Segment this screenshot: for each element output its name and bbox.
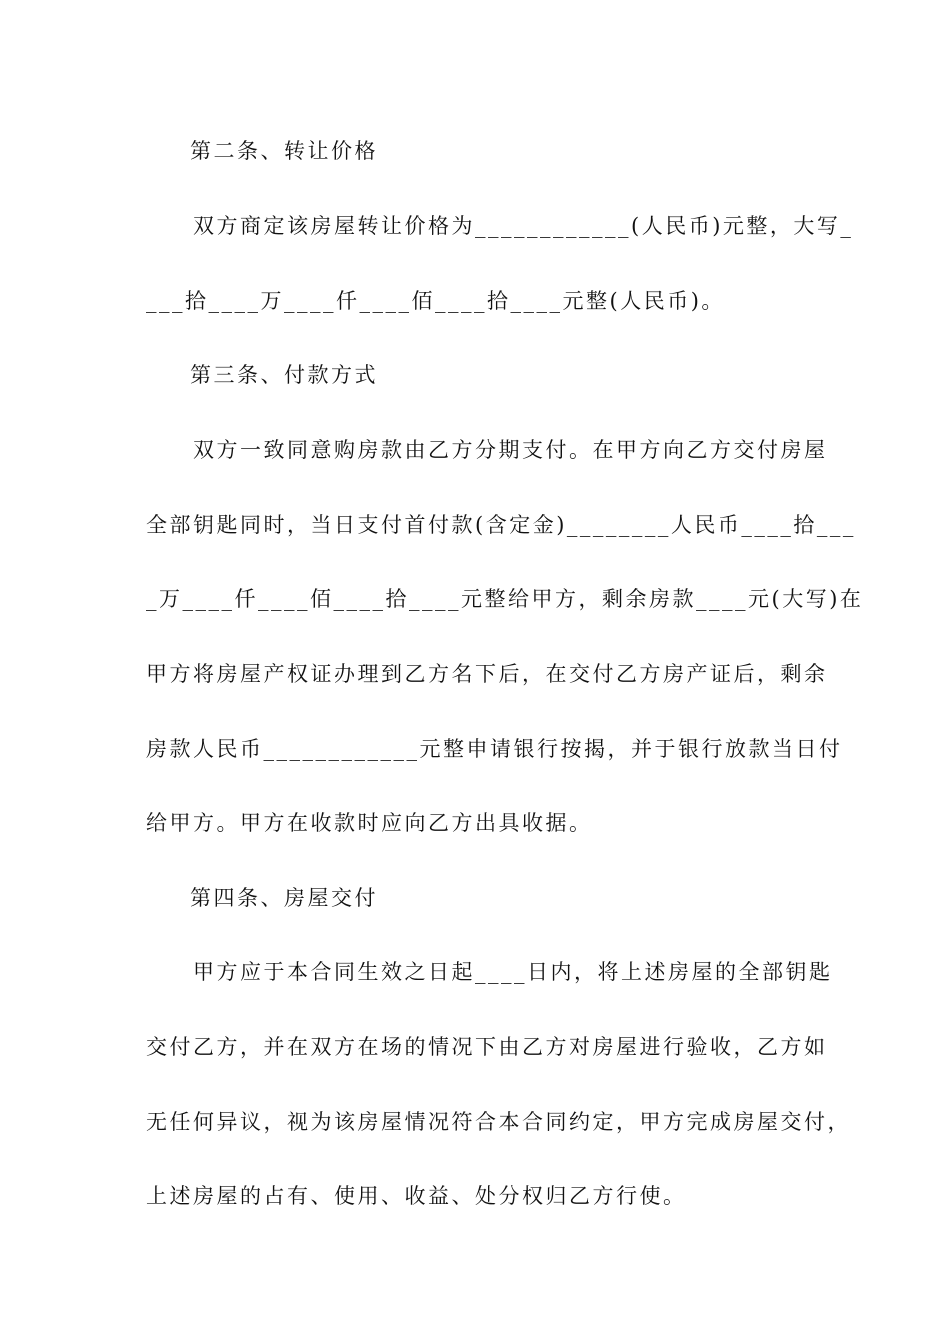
paragraph-line: 上述房屋的占有、使用、收益、处分权归乙方行使。 bbox=[146, 1184, 687, 1208]
paragraph-line: ___拾____万____仟____佰____拾____元整(人民币)。 bbox=[146, 289, 725, 313]
paragraph-line: 给甲方。甲方在收款时应向乙方出具收据。 bbox=[146, 811, 593, 835]
paragraph-line: 双方商定该房屋转让价格为____________(人民币)元整，大写_ bbox=[146, 214, 854, 238]
section-heading-price: 第二条、转让价格 bbox=[190, 139, 378, 163]
section-heading-payment: 第三条、付款方式 bbox=[190, 363, 378, 387]
paragraph-line: 无任何异议，视为该房屋情况符合本合同约定，甲方完成房屋交付， bbox=[146, 1110, 851, 1134]
paragraph-line: 交付乙方，并在双方在场的情况下由乙方对房屋进行验收，乙方如 bbox=[146, 1035, 828, 1059]
section-heading-delivery: 第四条、房屋交付 bbox=[190, 886, 378, 910]
paragraph-line: 全部钥匙同时，当日支付首付款(含定金)________人民币____拾___ bbox=[146, 513, 856, 537]
paragraph-line: 甲方应于本合同生效之日起____日内，将上述房屋的全部钥匙 bbox=[146, 960, 833, 984]
paragraph-line: 双方一致同意购房款由乙方分期支付。在甲方向乙方交付房屋 bbox=[146, 438, 828, 462]
paragraph-line: _万____仟____佰____拾____元整给甲方，剩余房款____元(大写)在 bbox=[146, 587, 864, 611]
paragraph-line: 甲方将房屋产权证办理到乙方名下后，在交付乙方房产证后，剩余 bbox=[146, 662, 828, 686]
paragraph-line: 房款人民币____________元整申请银行按揭，并于银行放款当日付 bbox=[146, 737, 843, 761]
